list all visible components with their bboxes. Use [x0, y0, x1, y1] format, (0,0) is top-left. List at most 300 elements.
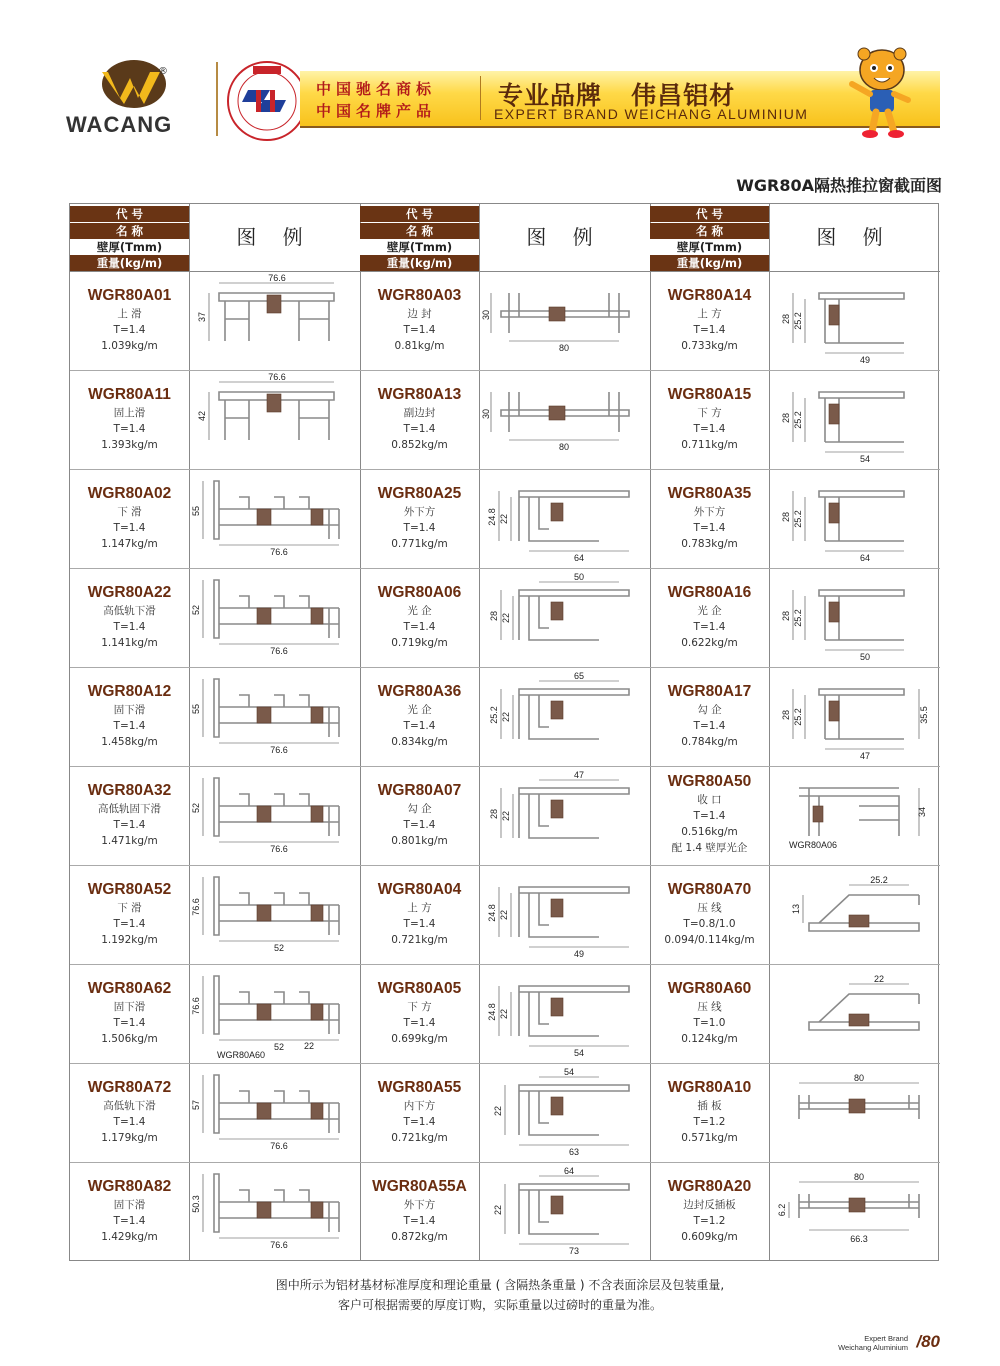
thermal-strip: [829, 503, 839, 523]
slogan-line-2: 中国名牌产品: [316, 102, 437, 120]
profile-drawing: [189, 271, 360, 370]
profile-info: [70, 568, 189, 667]
profile-section-diagram: [189, 1162, 360, 1261]
table-row: [650, 1063, 940, 1162]
dimension-label: 30: [481, 309, 491, 321]
dimension-label: 76.6: [270, 1141, 288, 1151]
thermal-strip: [549, 307, 565, 321]
profile-thickness: T=1.4: [403, 720, 436, 732]
dimension-label: 47: [573, 770, 585, 780]
dimension-label: 64: [563, 1166, 575, 1176]
profile-code: WGR80A60: [667, 980, 752, 997]
thermal-strip: [551, 998, 563, 1016]
column-header: [360, 204, 650, 271]
profile-code: WGR80A55: [377, 1079, 462, 1096]
header-legend-label: 图 例: [236, 225, 313, 249]
profile-info: [360, 964, 479, 1063]
profile-section-diagram: [189, 964, 360, 1063]
profile-drawing: [479, 964, 650, 1063]
header-legend-label: 图 例: [526, 225, 603, 249]
dimension-label: 28: [489, 808, 499, 820]
china-top-brand-badge: [226, 60, 308, 142]
dimension-label: 76.6: [268, 273, 286, 283]
profile-weight: 0.721kg/m: [391, 1132, 448, 1144]
table-row: [650, 271, 940, 370]
profile-extra-note: 配 1.4 壁厚光企: [671, 842, 748, 854]
profile-outline: [519, 1085, 629, 1135]
profile-thickness: T=1.4: [113, 819, 146, 831]
row-divider: [70, 1162, 360, 1163]
dimension-label: 25.2: [793, 312, 803, 330]
profile-name: 光 企: [697, 605, 722, 617]
dimension-label: 22: [873, 974, 885, 984]
dimension-label: 76.6: [191, 997, 201, 1015]
profile-weight: 0.094/0.114kg/m: [664, 934, 755, 946]
profile-info: [650, 469, 769, 568]
thermal-strip: [267, 295, 281, 313]
table-row: [650, 865, 940, 964]
profile-section-diagram: [479, 271, 650, 370]
column-header: [650, 204, 940, 271]
dimension-label: 28: [781, 511, 791, 523]
profile-name: 收 口: [697, 794, 722, 806]
profile-section-diagram: [189, 1063, 360, 1162]
profile-info: [70, 766, 189, 865]
dimension-label: 80: [853, 1172, 865, 1182]
profile-code: WGR80A17: [667, 683, 752, 700]
thermal-strip: [311, 1004, 323, 1020]
header-weight-label: 重量(kg/m): [360, 255, 479, 271]
dimension-label: 80: [558, 343, 570, 353]
profile-weight: 1.393kg/m: [101, 439, 158, 451]
profile-drawing: [769, 568, 940, 667]
table-row: [650, 667, 940, 766]
profile-info: [650, 271, 769, 370]
profile-info: [650, 568, 769, 667]
profile-info: [650, 1063, 769, 1162]
profile-name: 插 板: [697, 1100, 722, 1112]
profile-drawing: [189, 568, 360, 667]
profile-weight: 0.124kg/m: [681, 1033, 738, 1045]
profile-name: 固下滑: [113, 1199, 146, 1211]
thermal-strip: [551, 899, 563, 917]
profile-drawing: [479, 271, 650, 370]
header-labels: [70, 204, 189, 271]
profile-drawing: [189, 964, 360, 1063]
row-divider: [650, 667, 940, 668]
dimension-label: 52: [273, 1042, 285, 1052]
profile-code: WGR80A25: [377, 485, 462, 502]
profile-weight: 1.147kg/m: [101, 538, 158, 550]
profile-code: WGR80A15: [667, 386, 752, 403]
dimension-label: 22: [493, 1204, 503, 1216]
profile-code: WGR80A50: [667, 773, 752, 790]
profile-info: [650, 865, 769, 964]
table-row: [650, 568, 940, 667]
dimension-label: 22: [499, 909, 509, 921]
dimension-label: 42: [197, 410, 207, 422]
profile-thickness: T=1.4: [403, 1215, 436, 1227]
table-row: [360, 766, 650, 865]
header-thickness-label: 壁厚(Tmm): [650, 239, 769, 255]
profile-info: [360, 1063, 479, 1162]
profile-section-diagram: [189, 568, 360, 667]
thermal-strip: [257, 1103, 271, 1119]
row-divider: [650, 469, 940, 470]
profile-weight: 0.834kg/m: [391, 736, 448, 748]
table-row: [360, 865, 650, 964]
logo-text: WACANG: [66, 112, 173, 137]
profile-section-diagram: [769, 568, 940, 667]
dimension-label: 76.6: [191, 898, 201, 916]
profile-drawing: [769, 271, 940, 370]
profile-info: [360, 568, 479, 667]
profile-info: [70, 370, 189, 469]
header-code-label: 代 号: [70, 206, 189, 222]
brand-main-title: 专业品牌 伟昌铝材: [498, 81, 736, 110]
dimension-label: 49: [859, 355, 871, 365]
dimension-label: 28: [489, 610, 499, 622]
row-divider: [70, 370, 360, 371]
profile-info: [70, 469, 189, 568]
profile-section-diagram: [189, 766, 360, 865]
dimension-label: 64: [573, 553, 585, 563]
thermal-strip: [257, 1004, 271, 1020]
thermal-strip: [257, 905, 271, 921]
profile-code: WGR80A01: [87, 287, 172, 304]
profile-info: [70, 1162, 189, 1261]
row-divider: [360, 568, 650, 569]
profile-thickness: T=1.4: [403, 522, 436, 534]
profile-drawing: [189, 667, 360, 766]
profile-name: 固下滑: [113, 1001, 146, 1013]
header-thickness-label: 壁厚(Tmm): [360, 239, 479, 255]
table-row: [70, 271, 360, 370]
dimension-label: 63: [568, 1147, 580, 1157]
profile-code: WGR80A22: [87, 584, 172, 601]
profile-section-diagram: [479, 766, 650, 865]
row-divider: [360, 964, 650, 965]
row-divider: [70, 469, 360, 470]
profile-outline: [519, 986, 629, 1036]
profile-code: WGR80A07: [377, 782, 462, 799]
dimension-label: 80: [558, 442, 570, 452]
profile-weight: 1.039kg/m: [101, 340, 158, 352]
profile-code: WGR80A06: [377, 584, 462, 601]
profile-weight: 1.141kg/m: [101, 637, 158, 649]
table-row: [650, 1162, 940, 1261]
profile-drawing: [479, 1162, 650, 1261]
profile-info: [650, 766, 769, 865]
thermal-strip: [311, 806, 323, 822]
dimension-label: 25.2: [870, 875, 888, 885]
dimension-label: 52: [273, 943, 285, 953]
profile-thickness: T=1.4: [693, 621, 726, 633]
dimension-label: 65: [573, 671, 585, 681]
profile-info: [360, 667, 479, 766]
profile-drawing: [479, 370, 650, 469]
profile-info: [650, 1162, 769, 1261]
profile-code: WGR80A11: [88, 386, 171, 403]
profile-section-diagram: [479, 568, 650, 667]
row-divider: [70, 568, 360, 569]
profile-code: WGR80A02: [87, 485, 172, 502]
profile-outline: [519, 788, 629, 838]
profile-thickness: T=1.4: [113, 918, 146, 930]
row-divider: [360, 1162, 650, 1163]
profile-thickness: T=1.4: [693, 522, 726, 534]
profile-section-diagram: [769, 964, 940, 1063]
profile-weight: 0.771kg/m: [391, 538, 448, 550]
profile-thickness: T=1.4: [113, 621, 146, 633]
profile-drawing: [479, 469, 650, 568]
table-row: [360, 469, 650, 568]
profile-drawing: [189, 370, 360, 469]
dimension-label: 37: [197, 311, 207, 323]
profile-code: WGR80A12: [87, 683, 172, 700]
profile-code: WGR80A20: [667, 1178, 752, 1195]
thermal-strip: [551, 701, 563, 719]
thermal-strip: [311, 1202, 323, 1218]
profile-weight: 0.571kg/m: [681, 1132, 738, 1144]
table-row: [70, 865, 360, 964]
dimension-label: 55: [191, 505, 201, 517]
thermal-strip: [829, 305, 839, 325]
header-thickness-label: 壁厚(Tmm): [70, 239, 189, 255]
page-brand-line-2: Weichang Aluminium: [838, 1343, 908, 1352]
profile-weight: 0.81kg/m: [394, 340, 445, 352]
profile-drawing: [479, 1063, 650, 1162]
profile-name: 光 企: [407, 704, 432, 716]
row-divider: [70, 766, 360, 767]
profile-drawing: [479, 766, 650, 865]
profile-weight: 0.872kg/m: [391, 1231, 448, 1243]
table-row: [650, 370, 940, 469]
profile-thickness: T=1.4: [403, 621, 436, 633]
thermal-strip: [267, 394, 281, 412]
thermal-strip: [257, 1202, 271, 1218]
thermal-strip: [829, 404, 839, 424]
dimension-label: 6.2: [777, 1203, 787, 1217]
profile-thickness: T=1.4: [113, 1215, 146, 1227]
dimension-label: 28: [781, 412, 791, 424]
table-row: [360, 568, 650, 667]
row-divider: [650, 1063, 940, 1064]
row-divider: [70, 865, 360, 866]
profile-section-diagram: [479, 964, 650, 1063]
dimension-label: 28: [781, 709, 791, 721]
profile-weight: 0.733kg/m: [681, 340, 738, 352]
profile-outline: [519, 491, 629, 541]
thermal-strip: [551, 1196, 563, 1214]
dimension-label: 24.8: [487, 904, 497, 922]
column-1: [70, 204, 360, 1260]
dimension-label: 22: [501, 810, 511, 822]
profile-name: 高低轨固下滑: [98, 803, 161, 815]
dimension-label: 24.8: [487, 508, 497, 526]
dimension-label: 76.6: [270, 1240, 288, 1250]
dimension-label: 13: [791, 903, 801, 915]
profile-name: 固上滑: [113, 407, 146, 419]
profile-section-diagram: [769, 1063, 940, 1162]
dimension-label: 64: [859, 553, 871, 563]
dimension-label: 76.6: [270, 646, 288, 656]
table-row: [360, 271, 650, 370]
profile-thickness: T=1.4: [693, 720, 726, 732]
profile-name: 勾 企: [697, 704, 722, 716]
profile-code: WGR80A36: [377, 683, 462, 700]
thermal-strip: [551, 602, 563, 620]
dimension-label: 25.2: [793, 411, 803, 429]
profile-info: [70, 271, 189, 370]
profile-name: 内下方: [403, 1100, 436, 1112]
profile-weight: 0.516kg/m: [681, 826, 738, 838]
profile-thickness: T=1.4: [403, 1116, 436, 1128]
brand-english-title: EXPERT BRAND WEICHANG ALUMINIUM: [494, 106, 809, 122]
row-divider: [70, 1063, 360, 1064]
profile-name: 副边封: [403, 407, 436, 419]
dimension-label: 52: [191, 802, 201, 814]
profile-info: [360, 766, 479, 865]
row-divider: [70, 964, 360, 965]
dimension-label: 28: [781, 610, 791, 622]
thermal-strip: [257, 608, 271, 624]
profile-note: WGR80A60: [217, 1050, 266, 1060]
dimension-label: 57: [191, 1099, 201, 1111]
profile-name: 外下方: [403, 1199, 436, 1211]
profile-name: 勾 企: [407, 803, 432, 815]
profile-info: [360, 271, 479, 370]
column-3: [650, 204, 940, 1260]
profile-section-diagram: [189, 271, 360, 370]
profile-code: WGR80A05: [377, 980, 462, 997]
profile-section-diagram: [189, 370, 360, 469]
row-divider: [650, 865, 940, 866]
profile-weight: 1.506kg/m: [101, 1033, 158, 1045]
row-divider: [360, 469, 650, 470]
profile-info: [360, 469, 479, 568]
profile-drawing: [479, 865, 650, 964]
page-number: /80: [916, 1332, 940, 1351]
dimension-label: 22: [501, 612, 511, 624]
profile-drawing: [479, 667, 650, 766]
profile-drawing: [189, 469, 360, 568]
profile-thickness: T=1.4: [693, 324, 726, 336]
profile-section-diagram: [479, 1063, 650, 1162]
profile-info: [360, 370, 479, 469]
profile-thickness: T=1.2: [693, 1215, 726, 1227]
profile-drawing: [479, 568, 650, 667]
header-code-label: 代 号: [650, 206, 769, 222]
profile-outline: [519, 689, 629, 739]
table-row: [360, 667, 650, 766]
profile-thickness: T=1.4: [403, 423, 436, 435]
profile-outline: [519, 590, 629, 640]
profile-name: 上 方: [407, 902, 432, 914]
profile-thickness: T=1.4: [113, 522, 146, 534]
profile-name: 上 方: [697, 308, 722, 320]
thermal-strip: [849, 1099, 865, 1113]
row-divider: [650, 568, 940, 569]
table-row: [360, 1162, 650, 1261]
row-divider: [650, 1162, 940, 1163]
profile-drawing: [189, 766, 360, 865]
dimension-label: 22: [501, 711, 511, 723]
profile-thickness: T=1.4: [113, 720, 146, 732]
profile-weight: 1.471kg/m: [101, 835, 158, 847]
profile-weight: 0.784kg/m: [681, 736, 738, 748]
dimension-label: 54: [573, 1048, 585, 1058]
profile-thickness: T=1.2: [693, 1116, 726, 1128]
profile-weight: 1.192kg/m: [101, 934, 158, 946]
profile-weight: 0.783kg/m: [681, 538, 738, 550]
profile-name: 光 企: [407, 605, 432, 617]
profile-weight: 0.721kg/m: [391, 934, 448, 946]
table-row: [650, 766, 940, 865]
table-row: [360, 964, 650, 1063]
profile-weight: 1.179kg/m: [101, 1132, 158, 1144]
profile-weight: 0.719kg/m: [391, 637, 448, 649]
profile-code: WGR80A32: [87, 782, 172, 799]
profile-code: WGR80A10: [667, 1079, 752, 1096]
row-divider: [70, 667, 360, 668]
thermal-strip: [257, 707, 271, 723]
dimension-label: 55: [191, 703, 201, 715]
page-title: WGR80A隔热推拉窗截面图: [736, 176, 942, 195]
profile-section-diagram: [479, 370, 650, 469]
profile-section-diagram: [769, 271, 940, 370]
profile-drawing: [769, 766, 940, 865]
row-divider: [360, 766, 650, 767]
dimension-label: 76.6: [270, 547, 288, 557]
dimension-label: 25.2: [793, 708, 803, 726]
thermal-strip: [257, 509, 271, 525]
profile-thickness: T=1.0: [693, 1017, 726, 1029]
profile-thickness: T=1.4: [693, 810, 726, 822]
profile-name: 压 线: [697, 1001, 722, 1013]
profile-name: 边封反插板: [683, 1199, 736, 1211]
profile-thickness: T=1.4: [693, 423, 726, 435]
thermal-strip: [551, 800, 563, 818]
profile-section-diagram: [189, 865, 360, 964]
page-brand-line-1: Expert Brand: [864, 1334, 908, 1343]
profile-code: WGR80A14: [667, 287, 752, 304]
table-row: [360, 1063, 650, 1162]
dimension-label: 22: [303, 1041, 315, 1051]
profile-section-diagram: [769, 667, 940, 766]
profile-thickness: T=1.4: [403, 324, 436, 336]
profile-section-diagram: [769, 469, 940, 568]
profile-section-diagram: [189, 667, 360, 766]
dimension-label: 73: [568, 1246, 580, 1256]
profile-section-diagram: [189, 469, 360, 568]
profile-code: WGR80A16: [667, 584, 752, 601]
profile-code: WGR80A62: [87, 980, 172, 997]
table-row: [70, 1063, 360, 1162]
profile-name: 边 封: [407, 308, 432, 320]
profile-thickness: T=1.4: [403, 918, 436, 930]
thermal-strip: [551, 503, 563, 521]
thermal-strip: [549, 406, 565, 420]
dimension-label: 54: [859, 454, 871, 464]
registered-mark: ®: [158, 66, 168, 77]
profile-section-diagram: [479, 667, 650, 766]
dimension-label: 25.2: [793, 510, 803, 528]
profile-code: WGR80A82: [87, 1178, 172, 1195]
profile-drawing: [769, 865, 940, 964]
profile-code: WGR80A35: [667, 485, 752, 502]
header-labels: [650, 204, 769, 271]
